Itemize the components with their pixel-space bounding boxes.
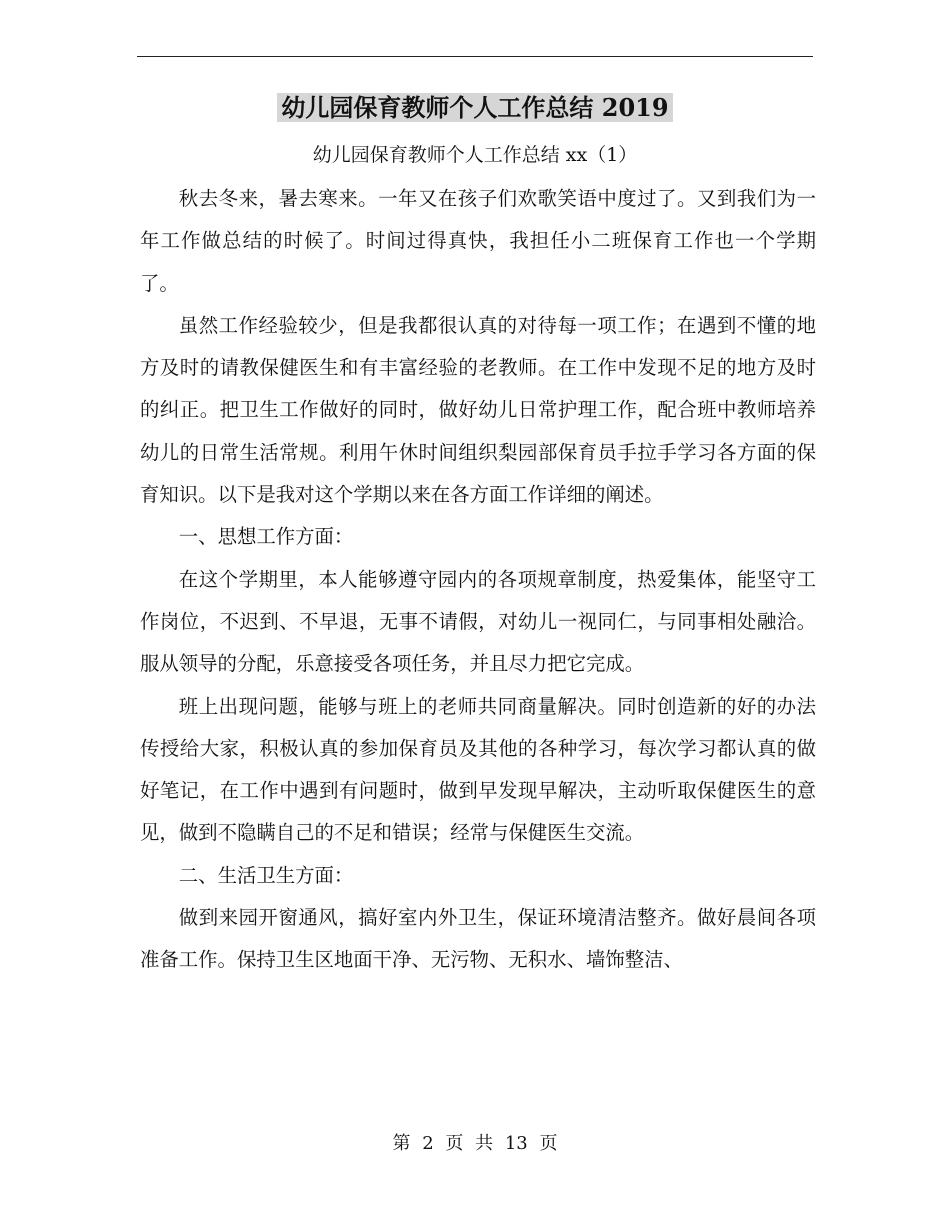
document-title-text: 幼儿园保育教师个人工作总结 2019 <box>277 93 672 122</box>
paragraph: 班上出现问题，能够与班上的老师共同商量解决。同时创造新的好的办法传授给大家，积极认真的参加保育员及其他的各种学习，每次学习都认真的做好笔记，在工作中遇到有问题时，做到早发现早解决，主动听取保健医生的意见，做到不隐瞒自己的不足和错误；经常与保健医生交流。 <box>140 694 816 845</box>
page-number: 第 2 页 共 13 页 <box>392 1133 558 1154</box>
paragraph: 虽然工作经验较少，但是我都很认真的对待每一项工作；在遇到不懂的地方及时的请教保健医生和有丰富经验的老教师。在工作中发现不足的地方及时的纠正。把卫生工作做好的同时，做好幼儿日常护理工作，配合班中教师培养幼儿的日常生活常规。利用午休时间组织梨园部保育员手拉手学习各方面的保育知识。以下是我对这个学期以来在各方面工作详细的阐述。 <box>140 313 816 507</box>
section-heading: 一、思想工作方面： <box>178 525 354 549</box>
document-title <box>0 90 950 126</box>
paragraph: 秋去冬来，暑去寒来。一年又在孩子们欢歌笑语中度过了。又到我们为一年工作做总结的时候了。时间过得真快，我担任小二班保育工作也一个学期了。 <box>140 187 816 295</box>
section-heading: 二、生活卫生方面： <box>178 863 354 887</box>
paragraph: 在这个学期里，本人能够遵守园内的各项规章制度，热爱集体，能坚守工作岗位，不迟到、不早退，无事不请假，对幼儿一视同仁，与同事相处融洽。服从领导的分配，乐意接受各项任务，并且尽力把它完成。 <box>140 567 816 676</box>
paragraph: 做到来园开窗通风，搞好室内外卫生，保证环境清洁整齐。做好晨间各项准备工作。保持卫生区地面干净、无污物、无积水、墙饰整洁、 <box>140 906 816 972</box>
document-body <box>140 178 816 982</box>
header-rule <box>137 56 813 57</box>
document-subtitle: 幼儿园保育教师个人工作总结 xx（1） <box>312 144 638 166</box>
